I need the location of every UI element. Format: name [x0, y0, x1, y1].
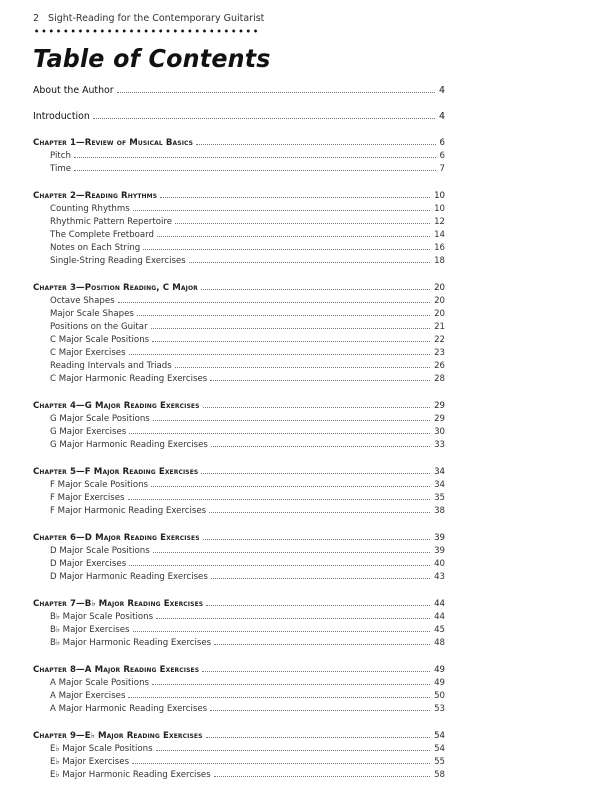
entry-page: 40 [434, 559, 445, 569]
entry-label: Time [50, 164, 72, 174]
chapter-group [33, 730, 445, 782]
entry-label: Rhythmic Pattern Repertoire [50, 217, 172, 227]
chapter-entry[interactable] [33, 730, 445, 743]
entry-page: 20 [434, 309, 445, 319]
dot-leader [202, 671, 430, 672]
entry-page: 35 [434, 493, 445, 503]
section-entry[interactable] [33, 703, 445, 716]
entry-label: E♭ Major Scale Positions [50, 744, 153, 754]
entry-page: 33 [434, 440, 445, 450]
entry-page: 55 [434, 757, 445, 767]
section-entry[interactable] [33, 624, 445, 637]
section-entry[interactable] [33, 492, 445, 505]
section-entry[interactable] [33, 163, 445, 176]
dot-leader [206, 605, 430, 606]
dot-leader [129, 565, 430, 566]
entry-label: B♭ Major Exercises [50, 625, 130, 635]
section-entry[interactable] [33, 229, 445, 242]
dot-leader [206, 737, 431, 738]
toc-entry[interactable] [33, 84, 445, 97]
dot-leader [128, 697, 430, 698]
entry-label: C Major Exercises [50, 348, 126, 358]
running-header [33, 13, 264, 24]
dotted-rule [33, 29, 258, 33]
section-entry[interactable] [33, 150, 445, 163]
dot-leader [209, 512, 430, 513]
entry-label: Pitch [50, 151, 71, 161]
entry-label: Notes on Each String [50, 243, 141, 253]
dot-leader [151, 328, 430, 329]
dot-leader [189, 262, 430, 263]
section-entry[interactable] [33, 295, 445, 308]
entry-label: A Major Harmonic Reading Exercises [50, 704, 208, 714]
chapter-group [33, 137, 445, 176]
section-entry[interactable] [33, 637, 445, 650]
entry-page: 28 [434, 374, 445, 384]
dot-leader [129, 354, 431, 355]
dot-leader [128, 499, 431, 500]
section-entry[interactable] [33, 373, 445, 386]
entry-label: Major Scale Shapes [50, 309, 134, 319]
entry-page: 21 [434, 322, 445, 332]
dot-leader [175, 223, 430, 224]
dot-leader [143, 249, 430, 250]
entry-page: 54 [434, 731, 445, 741]
dot-leader [160, 197, 430, 198]
entry-label: A Major Exercises [50, 691, 126, 701]
entry-page: 20 [434, 296, 445, 306]
chapter-entry[interactable] [33, 137, 445, 150]
section-entry[interactable] [33, 545, 445, 558]
chapter-entry[interactable] [33, 532, 445, 545]
entry-page: 39 [434, 533, 445, 543]
dot-leader [214, 644, 430, 645]
entry-page: 44 [434, 599, 445, 609]
chapter-group [33, 598, 445, 650]
section-entry[interactable] [33, 677, 445, 690]
entry-page: 49 [434, 665, 445, 675]
dot-leader [210, 380, 430, 381]
entry-page: 12 [434, 217, 445, 227]
entry-page: 18 [434, 256, 445, 266]
entry-label: Octave Shapes [50, 296, 115, 306]
entry-page: 10 [434, 204, 445, 214]
entry-label: C Major Scale Positions [50, 335, 150, 345]
entry-label: F Major Exercises [50, 493, 125, 503]
entry-label: F Major Scale Positions [50, 480, 149, 490]
section-entry[interactable] [33, 413, 445, 426]
entry-page: 4 [439, 85, 445, 96]
dot-leader [175, 367, 430, 368]
dot-leader [203, 407, 431, 408]
entry-label: D Major Exercises [50, 559, 127, 569]
dot-leader [132, 763, 430, 764]
entry-page: 20 [434, 283, 445, 293]
dot-leader [196, 144, 435, 145]
chapter-group [33, 532, 445, 584]
dot-leader [210, 710, 430, 711]
entry-label: Chapter 5—F Major Reading Exercises [33, 467, 199, 477]
table-of-contents [33, 84, 445, 782]
page-number: 2 [33, 13, 40, 24]
chapter-entry[interactable] [33, 190, 445, 203]
section-entry[interactable] [33, 255, 445, 268]
entry-label: Single-String Reading Exercises [50, 256, 186, 266]
dot-leader [153, 552, 430, 553]
entry-page: 34 [434, 480, 445, 490]
entry-page: 14 [434, 230, 445, 240]
dot-leader [118, 302, 430, 303]
entry-page: 38 [434, 506, 445, 516]
section-entry[interactable] [33, 321, 445, 334]
entry-page: 58 [434, 770, 445, 780]
entry-label: D Major Harmonic Reading Exercises [50, 572, 208, 582]
entry-label: A Major Scale Positions [50, 678, 149, 688]
entry-page: 29 [434, 401, 445, 411]
dot-leader [129, 433, 430, 434]
section-entry[interactable] [33, 216, 445, 229]
entry-page: 50 [434, 691, 445, 701]
entry-label: Chapter 7—B♭ Major Reading Exercises [33, 599, 204, 609]
section-entry[interactable] [33, 571, 445, 584]
entry-label: Chapter 2—Reading Rhythms [33, 191, 158, 201]
entry-label: Chapter 1—Review of Musical Basics [33, 138, 194, 148]
entry-label: Chapter 8—A Major Reading Exercises [33, 665, 200, 675]
entry-page: 44 [434, 612, 445, 622]
entry-label: E♭ Major Exercises [50, 757, 130, 767]
dot-leader [137, 315, 430, 316]
entry-label: G Major Scale Positions [50, 414, 150, 424]
chapter-group [33, 282, 445, 386]
entry-page: 39 [434, 546, 445, 556]
chapter-group [33, 190, 445, 268]
section-entry[interactable] [33, 439, 445, 452]
section-entry[interactable] [33, 479, 445, 492]
section-entry[interactable] [33, 756, 445, 769]
entry-page: 6 [439, 151, 445, 161]
entry-label: G Major Exercises [50, 427, 127, 437]
chapter-group [33, 466, 445, 518]
chapter-entry[interactable] [33, 598, 445, 611]
entry-page: 53 [434, 704, 445, 714]
section-entry[interactable] [33, 308, 445, 321]
entry-page: 34 [434, 467, 445, 477]
section-entry[interactable] [33, 505, 445, 518]
chapter-entry[interactable] [33, 466, 445, 479]
entry-page: 48 [434, 638, 445, 648]
section-entry[interactable] [33, 743, 445, 756]
dot-leader [201, 473, 430, 474]
entry-page: 29 [434, 414, 445, 424]
chapter-entry[interactable] [33, 400, 445, 413]
dot-leader [157, 236, 430, 237]
entry-page: 7 [439, 164, 445, 174]
book-title: Sight-Reading for the Contemporary Guitarist [48, 13, 265, 24]
chapter-entry[interactable] [33, 282, 445, 295]
dot-leader [152, 684, 430, 685]
dot-leader [151, 486, 430, 487]
entry-page: 16 [434, 243, 445, 253]
chapter-entry[interactable] [33, 664, 445, 677]
entry-page: 6 [439, 138, 445, 148]
dot-leader [133, 210, 430, 211]
dot-leader [74, 157, 436, 158]
dot-leader [93, 118, 435, 119]
entry-page: 22 [434, 335, 445, 345]
dot-leader [133, 631, 431, 632]
entry-label: Counting Rhythms [50, 204, 130, 214]
dot-leader [203, 539, 430, 540]
entry-page: 43 [434, 572, 445, 582]
entry-label: Chapter 4—G Major Reading Exercises [33, 401, 200, 411]
entry-label: B♭ Major Scale Positions [50, 612, 154, 622]
section-entry[interactable] [33, 611, 445, 624]
section-entry[interactable] [33, 360, 445, 373]
dot-leader [214, 776, 430, 777]
dot-leader [211, 578, 430, 579]
dot-leader [117, 92, 435, 93]
section-entry[interactable] [33, 558, 445, 571]
entry-page: 4 [439, 111, 445, 122]
entry-label: Chapter 3—Position Reading, C Major [33, 283, 198, 293]
entry-page: 30 [434, 427, 445, 437]
section-entry[interactable] [33, 347, 445, 360]
entry-label: Chapter 6—D Major Reading Exercises [33, 533, 200, 543]
entry-label: B♭ Major Harmonic Reading Exercises [50, 638, 212, 648]
page-title: Table of Contents [33, 44, 271, 73]
entry-label: G Major Harmonic Reading Exercises [50, 440, 208, 450]
section-entry[interactable] [33, 690, 445, 703]
dot-leader [74, 170, 436, 171]
entry-label: D Major Scale Positions [50, 546, 150, 556]
dot-leader [201, 289, 430, 290]
section-entry[interactable] [33, 334, 445, 347]
entry-label: Chapter 9—E♭ Major Reading Exercises [33, 731, 203, 741]
entry-label: Positions on the Guitar [50, 322, 148, 332]
chapter-group [33, 400, 445, 452]
entry-label: About the Author [33, 85, 114, 96]
entry-page: 23 [434, 348, 445, 358]
chapter-group [33, 664, 445, 716]
entry-page: 45 [434, 625, 445, 635]
entry-page: 26 [434, 361, 445, 371]
entry-label: Introduction [33, 111, 90, 122]
toc-entry[interactable] [33, 110, 445, 123]
dot-leader [156, 750, 430, 751]
entry-label: E♭ Major Harmonic Reading Exercises [50, 770, 211, 780]
section-entry[interactable] [33, 203, 445, 216]
entry-page: 10 [434, 191, 445, 201]
entry-label: F Major Harmonic Reading Exercises [50, 506, 207, 516]
dot-leader [211, 446, 430, 447]
section-entry[interactable] [33, 426, 445, 439]
entry-label: The Complete Fretboard [50, 230, 154, 240]
entry-page: 49 [434, 678, 445, 688]
dot-leader [156, 618, 430, 619]
entry-label: Reading Intervals and Triads [50, 361, 172, 371]
dot-leader [152, 341, 430, 342]
entry-page: 54 [434, 744, 445, 754]
section-entry[interactable] [33, 242, 445, 255]
section-entry[interactable] [33, 769, 445, 782]
entry-label: C Major Harmonic Reading Exercises [50, 374, 208, 384]
dot-leader [153, 420, 430, 421]
